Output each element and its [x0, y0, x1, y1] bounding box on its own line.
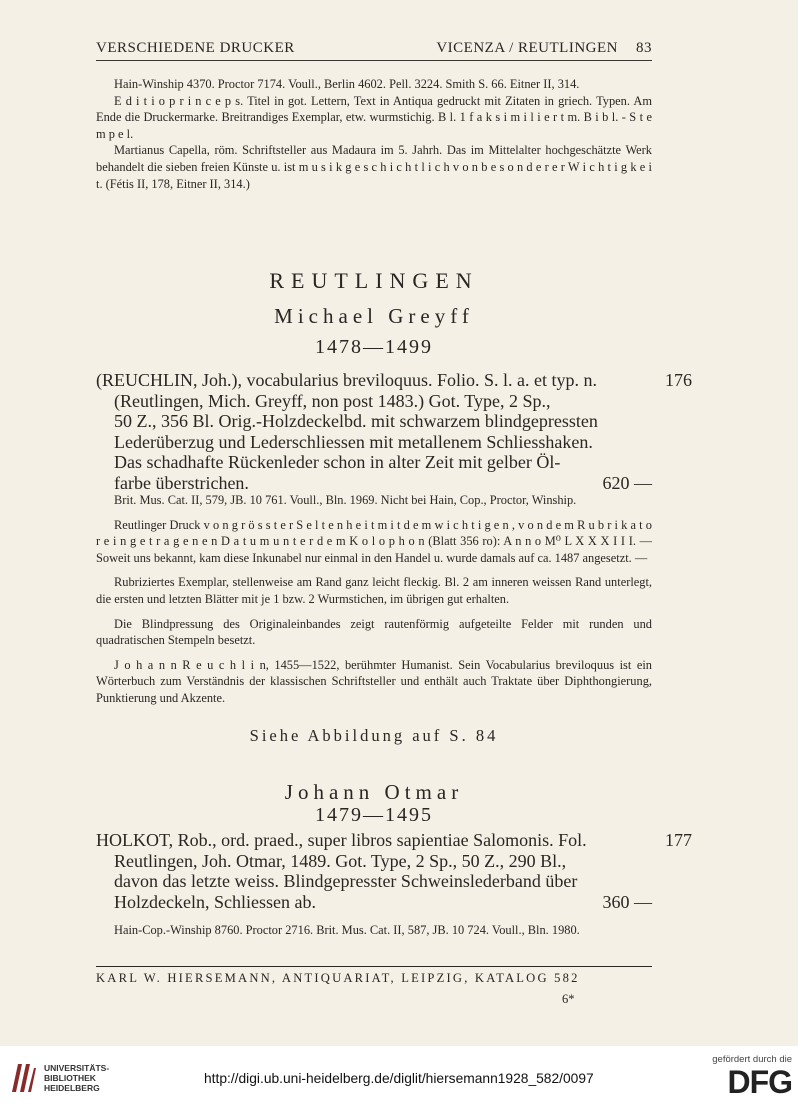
running-head-left: VERSCHIEDENE DRUCKER — [96, 40, 295, 56]
page-number: 83 — [636, 40, 652, 56]
funding-logo[interactable] — [712, 1054, 792, 1099]
see-also: Siehe Abbildung auf S. 84 — [249, 726, 499, 745]
lot-line: davon das letzte weiss. Blindgepresster Schweinslederband über — [114, 871, 578, 892]
lot-line: farbe überstrichen. — [114, 472, 249, 493]
lot-first-line: (REUCHLIN, Joh.), vocabularius breviloquus. Folio. S. l. a. et typ. n. — [96, 370, 597, 390]
library-name-line: UNIVERSITÄTS- — [44, 1063, 110, 1073]
lot-177 — [96, 830, 692, 912]
note-paragraph: Hain-Winship 4370. Proctor 7174. Voull., Berlin 4602. Pell. 3224. Smith S. 66. Eitner II, 314. — [114, 77, 580, 91]
lot-line: Lederüberzug und Lederschliessen mit metallenem Schliesshaken. — [114, 431, 593, 452]
lot-177-notes — [96, 922, 652, 939]
library-name-line: HEIDELBERG — [44, 1083, 100, 1093]
running-head-right: VICENZA / REUTLINGEN — [436, 40, 618, 56]
note-paragraph: E d i t i o p r i n c e p s. Titel in got. Lettern, Text in Antiqua gedruckt mit Zitaten in griech. Typen. Am Ende die Druckermarke. Breitrandiges Exemplar, etw. wurmstichig. B l. 1 f a k s i m i l i e r t m. B i b l. - S t e m p e l. — [96, 93, 652, 141]
lot-price: 360 — — [602, 891, 652, 912]
printer-name: Johann Otmar — [284, 780, 464, 804]
viewer-footer-bar — [0, 1046, 798, 1114]
lot-first-line: HOLKOT, Rob., ord. praed., super libros sapientiae Salomonis. Fol. — [96, 830, 587, 850]
note-paragraph: J o h a n n R e u c h l i n, 1455—1522, berühmter Humanist. Sein Vocabularius breviloquus ist ein Wörterbuch zum Verständnis der klassischen Schriftsteller und enthält auch Traktate über Diphthongierung, Punktierung und Akzente. — [96, 657, 652, 705]
lot-line: Holzdeckeln, Schliessen ab. — [114, 891, 316, 912]
lot-line: Reutlingen, Joh. Otmar, 1489. Got. Type, 2 Sp., 50 Z., 290 Bl., — [114, 850, 567, 871]
lot-line: 50 Z., 356 Bl. Orig.-Holzdeckelbd. mit schwarzem blindgepressten — [114, 411, 598, 432]
dfg-logo-icon: DFG — [727, 1064, 792, 1100]
printer-years: 1478—1499 — [315, 336, 433, 358]
library-logo[interactable] — [8, 1060, 109, 1096]
note-paragraph: Martianus Capella, röm. Schriftsteller aus Madaura im 5. Jahrh. Das im Mittelalter hochgeschätzte Werk behandelt die sieben freien Künste u. ist m u s i k g e s c h i c h t l i c h v o n b e s o n d e r e r W i c h t i g k e i t. (Fétis II, 178, Eitner II, 314.) — [96, 143, 652, 191]
note-paragraph: Reutlinger Druck v o n g r ö s s t e r S e l t e n h e i t m i t d e m w i c h t i g e n , v o n d e m R u b r i k a t o r e i n g e t r a g e n e n D a t u m u n t e r d e m K o l o p h o n (Blatt 356 ro): A n n o M⁰ L X X X I I I. — Soweit uns bekannt, kam diese Inkunabel nur einmal in den Handel u. wurde damals auf ca. 1487 angesetzt. — — [96, 517, 652, 565]
note-paragraph: Hain-Cop.-Winship 8760. Proctor 2716. Brit. Mus. Cat. II, 587, JB. 10 724. Voull., Bln. 1980. — [114, 923, 580, 937]
catalog-footer: KARL W. HIERSEMANN, ANTIQUARIAT, LEIPZIG, KATALOG 582 — [96, 971, 580, 985]
permalink-url[interactable]: http://digi.ub.uni-heidelberg.de/diglit/hiersemann1928_582/0097 — [204, 1071, 594, 1086]
funding-caption: gefördert durch die — [712, 1054, 792, 1065]
lot-number: 177 — [665, 830, 692, 850]
lot-176 — [96, 370, 692, 494]
note-paragraph: Brit. Mus. Cat. II, 579, JB. 10 761. Voull., Bln. 1969. Nicht bei Hain, Cop., Proctor, Winship. — [114, 493, 577, 507]
footer-rule — [96, 966, 652, 967]
note-paragraph: Die Blindpressung des Originaleinbandes zeigt rautenförmig aufgeteilte Felder mit runden und quadratischen Stempeln besetzt. — [96, 616, 652, 648]
lot-line: Das schadhafte Rückenleder schon in alter Zeit mit gelber Öl- — [114, 452, 561, 473]
city-heading: REUTLINGEN — [269, 268, 479, 293]
signature-mark: 6* — [562, 992, 575, 1006]
printer-years: 1479—1495 — [315, 804, 433, 826]
lot-176-notes — [96, 492, 652, 707]
running-head — [96, 40, 652, 61]
printer-name: Michael Greyff — [274, 304, 474, 328]
note-paragraph: Rubriziertes Exemplar, stellenweise am Rand ganz leicht fleckig. Bl. 2 am inneren weissen Rand unterlegt, die ersten und letzten Blätter mit je 1 bzw. 2 Wurmstichen, im übrigen gut erhalten. — [96, 575, 652, 606]
previous-entry-notes — [96, 76, 652, 192]
library-name-line: BIBLIOTHEK — [44, 1073, 96, 1083]
lot-price: 620 — — [602, 472, 652, 493]
lot-line: (Reutlingen, Mich. Greyff, non post 1483.) Got. Type, 2 Sp., — [114, 390, 551, 411]
library-seal-icon — [8, 1060, 38, 1096]
lot-number: 176 — [665, 370, 692, 390]
